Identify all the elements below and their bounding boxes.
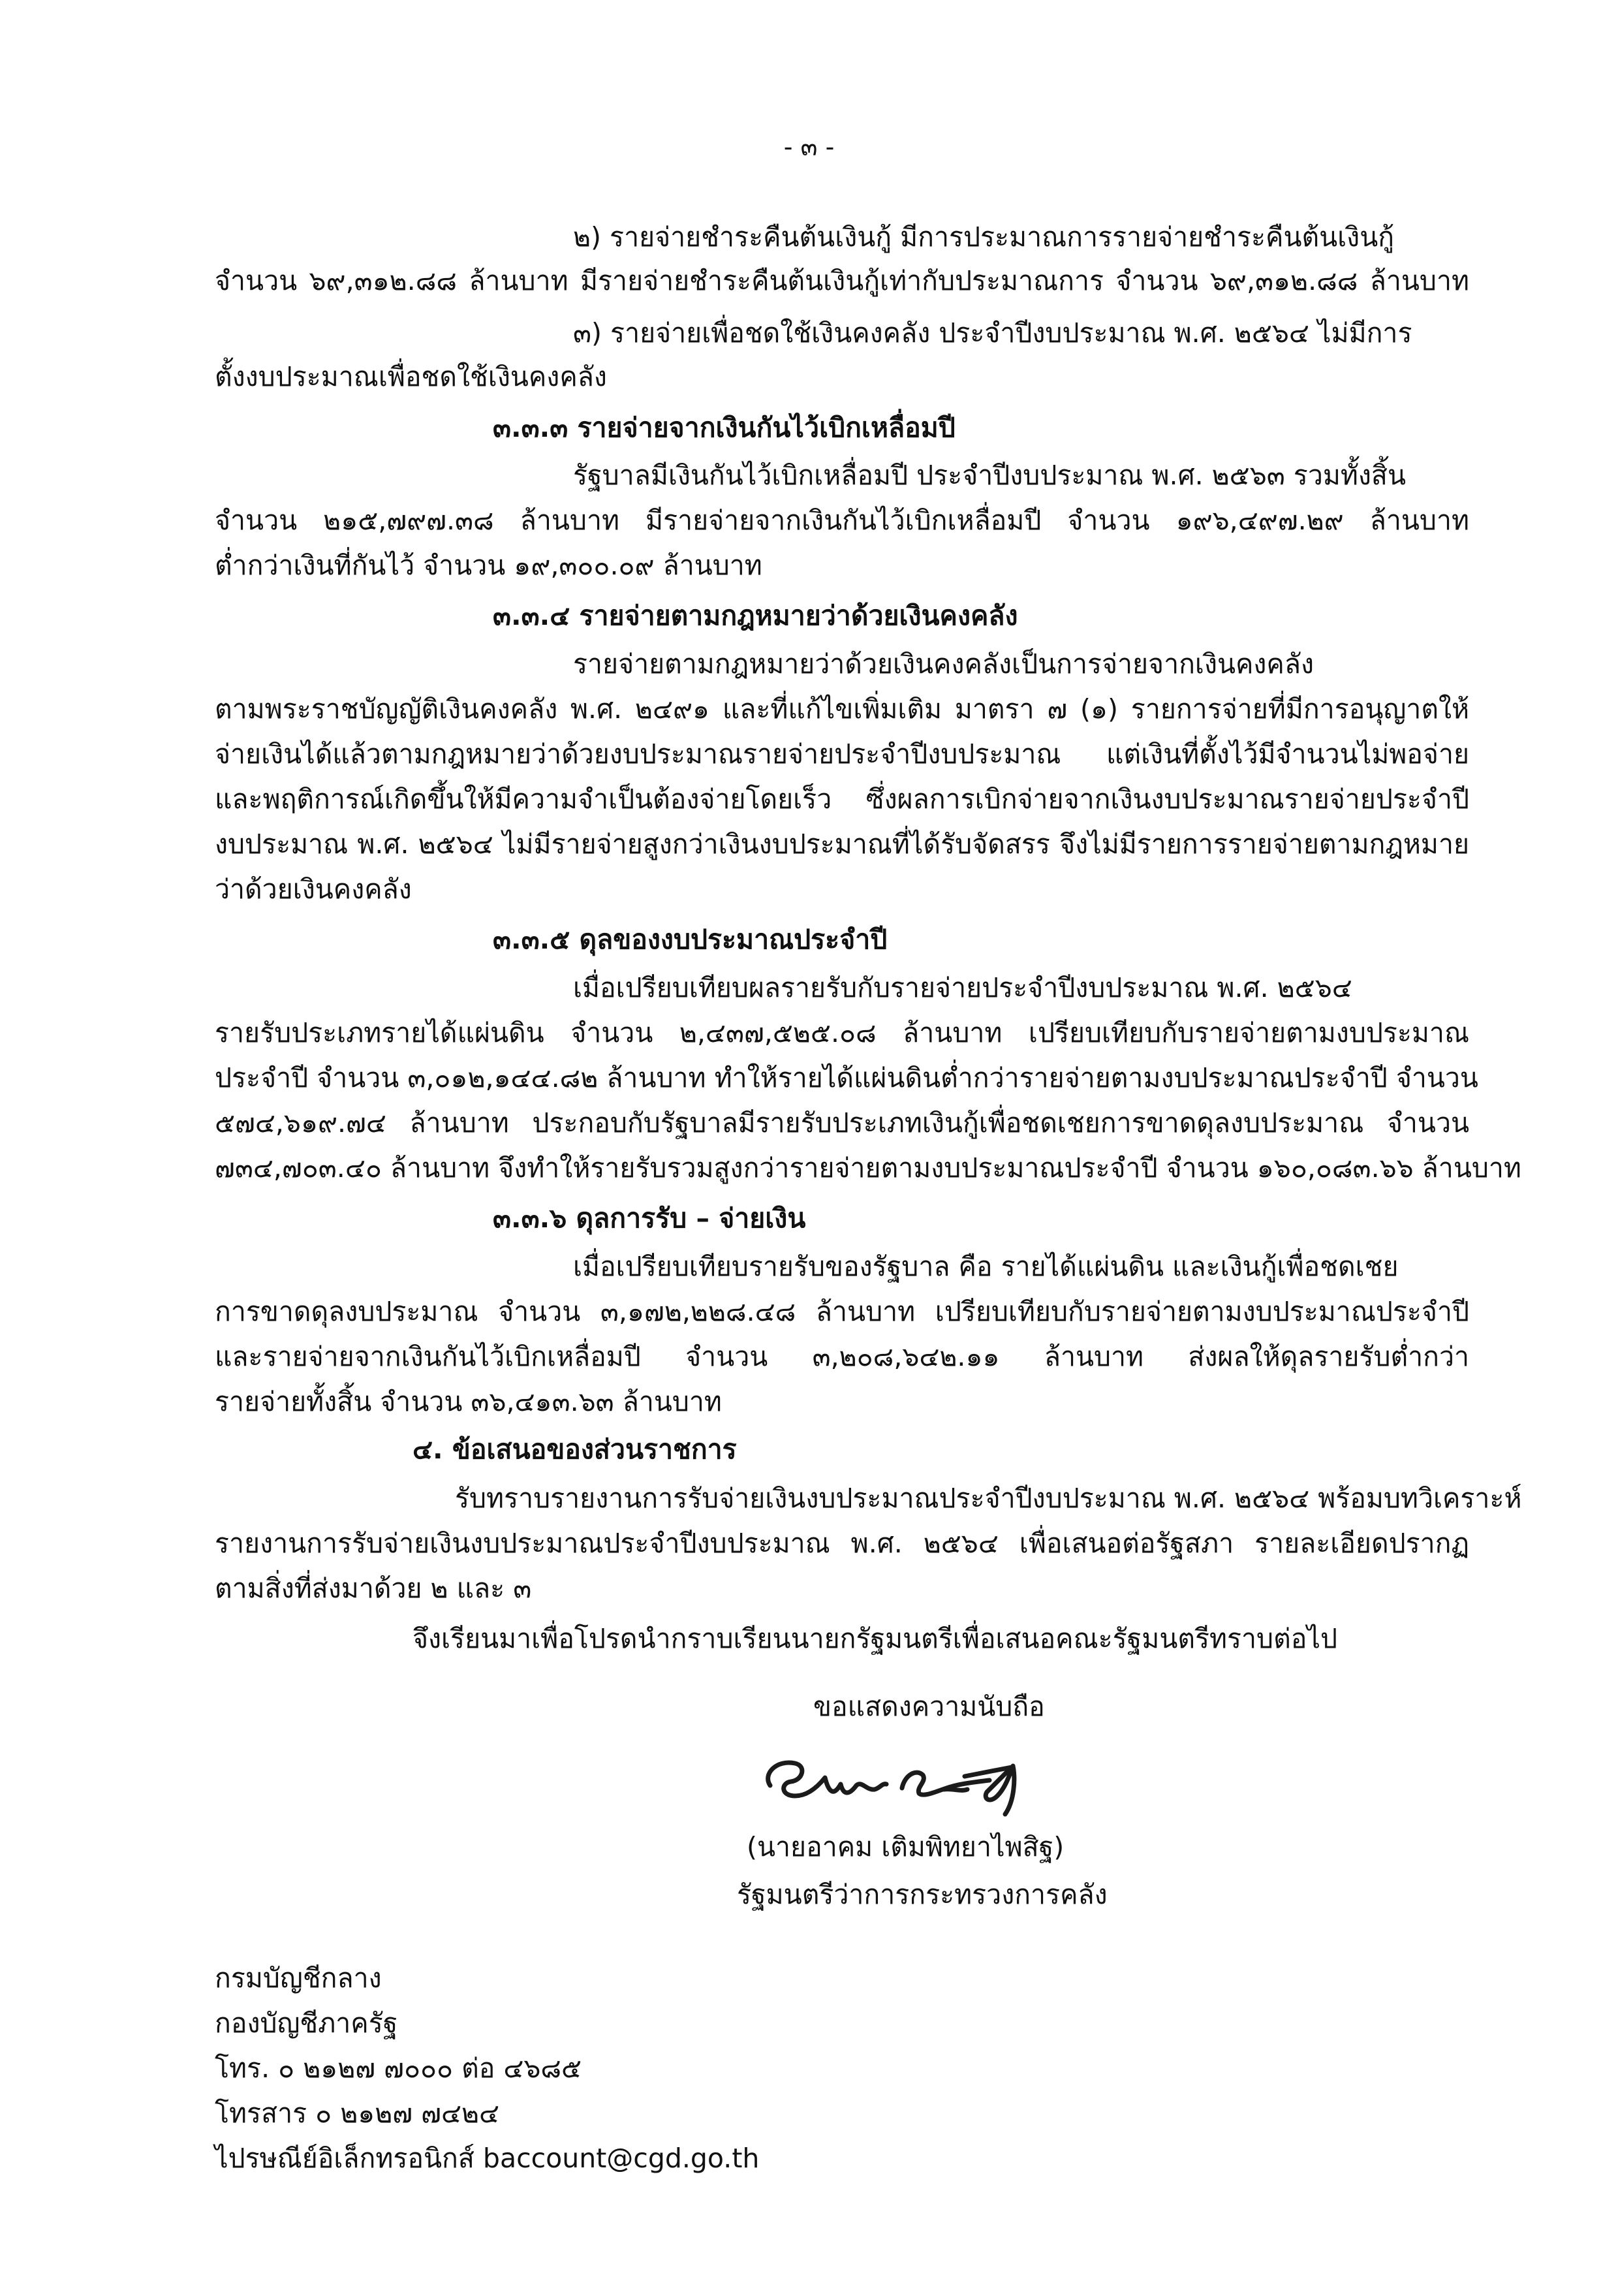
- section-333-line: จำนวน ๒๑๕,๗๙๗.๓๘ ล้านบาท มีรายจ่ายจากเงินกันไว้เบิกเหลื่อมปี จำนวน ๑๙๖,๔๙๗.๒๙ ล้านบาท: [215, 505, 1469, 536]
- section-4-heading: ๔. ข้อเสนอของส่วนราชการ: [412, 1434, 737, 1465]
- signer-name: (นายอาคม เติมพิทยาไพสิฐ): [747, 1831, 1065, 1863]
- section-335-line: เมื่อเปรียบเทียบผลรายรับกับรายจ่ายประจำปีงบประมาณ พ.ศ. ๒๕๖๔: [573, 972, 1352, 1003]
- section-4-line: ตามสิ่งที่ส่งมาด้วย ๒ และ ๓: [215, 1573, 532, 1604]
- item3-line1: ๓) รายจ่ายเพื่อชดใช้เงินคงคลัง ประจำปีงบประมาณ พ.ศ. ๒๕๖๔ ไม่มีการ: [573, 317, 1412, 349]
- section-333-heading: ๓.๓.๓ รายจ่ายจากเงินกันไว้เบิกเหลื่อมปี: [493, 412, 956, 443]
- section-336-line: เมื่อเปรียบเทียบรายรับของรัฐบาล คือ รายได้แผ่นดิน และเงินกู้เพื่อชดเชย: [573, 1251, 1399, 1282]
- section-336-line: การขาดดุลงบประมาณ จำนวน ๓,๑๗๒,๒๒๘.๔๘ ล้านบาท เปรียบเทียบกับรายจ่ายตามงบประมาณประจำปี: [215, 1296, 1469, 1327]
- section-334-line: ตามพระราชบัญญัติเงินคงคลัง พ.ศ. ๒๔๙๑ และที่แก้ไขเพิ่มเติม มาตรา ๗ (๑) รายการจ่ายที่มีการอนุญาตให้: [215, 693, 1469, 725]
- footer-division: กองบัญชีภาครัฐ: [215, 2007, 398, 2039]
- signer-title: รัฐมนตรีว่าการกระทรวงการคลัง: [737, 1879, 1108, 1910]
- item2-line1: ๒) รายจ่ายชำระคืนต้นเงินกู้ มีการประมาณการรายจ่ายชำระคืนต้นเงินกู้: [573, 221, 1395, 253]
- footer-department: กรมบัญชีกลาง: [215, 1962, 382, 1994]
- section-335-line: ๗๓๔,๗๐๓.๔๐ ล้านบาท จึงทำให้รายรับรวมสูงกว่ารายจ่ายตามงบประมาณประจำปี จำนวน ๑๖๐,๐๘๓.๖๖ ล้านบาท: [215, 1152, 1521, 1184]
- section-334-line: จ่ายเงินได้แล้วตามกฎหมายว่าด้วยงบประมาณรายจ่ายประจำปีงบประมาณ แต่เงินที่ตั้งไว้มีจำนวนไม่พอจ่าย: [215, 738, 1469, 770]
- section-4-line: รับทราบรายงานการรับจ่ายเงินงบประมาณประจำปีงบประมาณ พ.ศ. ๒๕๖๔ พร้อมบทวิเคราะห์: [455, 1483, 1522, 1514]
- item3-line2: ตั้งงบประมาณเพื่อชดใช้เงินคงคลัง: [215, 361, 607, 392]
- footer-phone: โทร. ๐ ๒๑๒๗ ๗๐๐๐ ต่อ ๔๖๘๕: [215, 2052, 582, 2084]
- section-335-line: ๕๗๔,๖๑๙.๗๔ ล้านบาท ประกอบกับรัฐบาลมีรายรับประเภทเงินกู้เพื่อชดเชยการขาดดุลงบประมาณ จำนวน: [215, 1107, 1469, 1139]
- section-335-line: รายรับประเภทรายได้แผ่นดิน จำนวน ๒,๔๓๗,๕๒๕.๐๘ ล้านบาท เปรียบเทียบกับรายจ่ายตามงบประมาณ: [215, 1017, 1469, 1048]
- section-334-line: และพฤติการณ์เกิดขึ้นให้มีความจำเป็นต้องจ่ายโดยเร็ว ซึ่งผลการเบิกจ่ายจากเงินงบประมาณรายจ่ายประจำปี: [215, 783, 1469, 815]
- item2-line2: จำนวน ๖๙,๓๑๒.๘๘ ล้านบาท มีรายจ่ายชำระคืนต้นเงินกู้เท่ากับประมาณการ จำนวน ๖๙,๓๑๒.๘๘ ล้านบาท: [215, 265, 1469, 296]
- section-336-heading: ๓.๓.๖ ดุลการรับ – จ่ายเงิน: [493, 1203, 806, 1234]
- section-334-heading: ๓.๓.๔ รายจ่ายตามกฎหมายว่าด้วยเงินคงคลัง: [493, 600, 1018, 631]
- section-334-line: รายจ่ายตามกฎหมายว่าด้วยเงินคงคลังเป็นการจ่ายจากเงินคงคลัง: [573, 648, 1315, 680]
- section-334-line: งบประมาณ พ.ศ. ๒๕๖๔ ไม่มีรายจ่ายสูงกว่าเงินงบประมาณที่ได้รับจัดสรร จึงไม่มีรายการรายจ่ายตามกฎหมาย: [215, 828, 1469, 860]
- section-336-line: รายจ่ายทั้งสิ้น จำนวน ๓๖,๔๑๓.๖๓ ล้านบาท: [215, 1386, 722, 1417]
- section-333-line: ต่ำกว่าเงินที่กันไว้ จำนวน ๑๙,๓๐๐.๐๙ ล้านบาท: [215, 550, 762, 581]
- section-335-line: ประจำปี จำนวน ๓,๐๑๒,๑๔๔.๘๒ ล้านบาท ทำให้รายได้แผ่นดินต่ำกว่ารายจ่ายตามงบประมาณประจำปี จำนวน: [215, 1062, 1478, 1093]
- section-334-line: ว่าด้วยเงินคงคลัง: [215, 873, 412, 905]
- section-336-line: และรายจ่ายจากเงินกันไว้เบิกเหลื่อมปี จำนวน ๓,๒๐๘,๖๔๒.๑๑ ล้านบาท ส่งผลให้ดุลรายรับต่ำกว่า: [215, 1341, 1469, 1372]
- closing-regards: ขอแสดงความนับถือ: [813, 1691, 1045, 1722]
- section-4-line: รายงานการรับจ่ายเงินงบประมาณประจำปีงบประมาณ พ.ศ. ๒๕๖๔ เพื่อเสนอต่อรัฐสภา รายละเอียดปรากฏ: [215, 1528, 1469, 1559]
- footer-fax: โทรสาร ๐ ๒๑๒๗ ๗๔๒๔: [215, 2098, 500, 2129]
- section-333-line: รัฐบาลมีเงินกันไว้เบิกเหลื่อมปี ประจำปีงบประมาณ พ.ศ. ๒๕๖๓ รวมทั้งสิ้น: [573, 460, 1406, 491]
- handwritten-signature: [757, 1733, 1044, 1825]
- page-number: - ๓ -: [783, 133, 835, 161]
- section-335-heading: ๓.๓.๕ ดุลของงบประมาณประจำปี: [493, 924, 888, 955]
- closing-request: จึงเรียนมาเพื่อโปรดนำกราบเรียนนายกรัฐมนตรีเพื่อเสนอคณะรัฐมนตรีทราบต่อไป: [412, 1623, 1337, 1654]
- footer-email: ไปรษณีย์อิเล็กทรอนิกส์ baccount@cgd.go.th: [215, 2143, 760, 2174]
